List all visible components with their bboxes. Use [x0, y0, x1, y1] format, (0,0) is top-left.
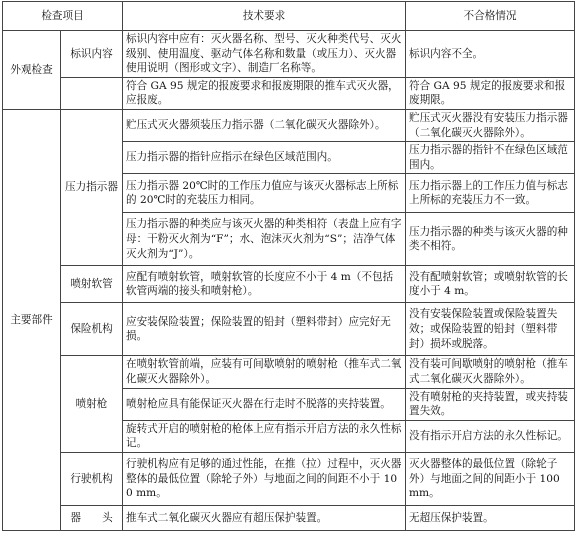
sub-label-empty [61, 77, 123, 109]
table-row [3, 266, 575, 303]
table-row [3, 452, 575, 505]
table-row [3, 77, 575, 109]
requirement-cell: 贮压式灭火器须装压力指示器（二氧化碳灭火器除外）。 [123, 109, 406, 141]
category-main-parts: 主要部件 [3, 109, 61, 530]
sub-label-pressure-indicator: 压力指示器 [61, 109, 123, 265]
requirement-cell: 喷射枪应具有能保证灭火器在行走时不脱落的夹持装置。 [123, 388, 406, 420]
table-row [3, 31, 575, 78]
nonconformity-cell: 灭火器整体的最低位置（除轮子外）与地面之间的间距小于 100 mm。 [406, 452, 575, 505]
inspection-table [2, 1, 575, 531]
table-row [3, 505, 575, 530]
header-requirement: 技术要求 [123, 2, 406, 31]
nonconformity-cell: 没有喷射枪的夹持装置，或夹持装置失效。 [406, 388, 575, 420]
header-nonconformity: 不合格情况 [406, 2, 575, 31]
requirement-cell: 旋转式开启的喷射枪的枪体上应有指示开启方法的永久性标记。 [123, 420, 406, 452]
sub-label-marking: 标识内容 [61, 31, 123, 78]
category-appearance: 外观检查 [3, 31, 61, 110]
requirement-cell: 压力指示器的种类应与该灭火器的种类相符（表盘上应有字母：干粉灭火剂为“F”；水、泡沫灭火剂为“S”；洁净气体灭火剂为“J”）。 [123, 213, 406, 266]
nonconformity-cell: 没有配喷射软管；或喷射软管的长度小于 4 m。 [406, 266, 575, 303]
nonconformity-cell: 压力指示器的种类与该灭火器的种类不相符。 [406, 213, 575, 266]
nonconformity-cell: 没有指示开启方法的永久性标记。 [406, 420, 575, 452]
requirement-cell: 符合 GA 95 规定的报废要求和报废期限的推车式灭火器，应报废。 [123, 77, 406, 109]
sub-label-safety: 保险机构 [61, 303, 123, 356]
nonconformity-cell: 标识内容不全。 [406, 31, 575, 78]
nonconformity-cell: 贮压式灭火器没有安装压力指示器（二氧化碳灭火器除外）。 [406, 109, 575, 141]
header-row [3, 2, 575, 31]
sub-label-running-gear: 行驶机构 [61, 452, 123, 505]
requirement-cell: 应配有喷射软管，喷射软管的长度应不小于 4 m（不包括软管两端的接头和喷射枪）。 [123, 266, 406, 303]
table-row [3, 303, 575, 356]
requirement-cell: 标识内容中应有：灭火器名称、型号、灭火种类代号、灭火级别、使用温度、驱动气体名称和数量（或压力）、灭火器使用说明（图形或文字）、制造厂名称等。 [123, 31, 406, 78]
nonconformity-cell: 没有安装保险装置或保险装置失效；或保险装置的铅封（塑料带封）损坏或脱落。 [406, 303, 575, 356]
table-row [3, 109, 575, 141]
sub-label-nozzle-gun: 喷射枪 [61, 356, 123, 453]
requirement-cell: 压力指示器的指针应指示在绿色区域范围内。 [123, 142, 406, 174]
requirement-cell: 应安装保险装置；保险装置的铅封（塑料带封）应完好无损。 [123, 303, 406, 356]
nonconformity-cell: 没有装可间歇喷射的喷射枪（推车式二氧化碳灭火器除外）。 [406, 356, 575, 388]
sub-label-hose: 喷射软管 [61, 266, 123, 303]
requirement-cell: 行驶机构应有足够的通过性能，在推（拉）过程中，灭火器整体的最低位置（除轮子外）与地面之间的间距不小于 100 mm。 [123, 452, 406, 505]
nonconformity-cell: 压力指示器上的工作压力值与标志上所标的充装压力不一致。 [406, 174, 575, 213]
requirement-cell: 推车式二氧化碳灭火器应有超压保护装置。 [123, 505, 406, 530]
requirement-cell: 在喷射软管前端，应装有可间歇喷射的喷射枪（推车式二氧化碳灭火器除外）。 [123, 356, 406, 388]
nonconformity-cell: 符合 GA 95 规定的报废要求和报废期限。 [406, 77, 575, 109]
nonconformity-cell: 压力指示器的指针不在绿色区域范围内。 [406, 142, 575, 174]
table-row [3, 356, 575, 388]
header-item: 检查项目 [3, 2, 123, 31]
nonconformity-cell: 无超压保护装置。 [406, 505, 575, 530]
requirement-cell: 压力指示器 20℃时的工作压力值应与该灭火器标志上所标的 20℃时的充装压力相同。 [123, 174, 406, 213]
sub-label-valve-head: 器 头 [61, 505, 123, 530]
